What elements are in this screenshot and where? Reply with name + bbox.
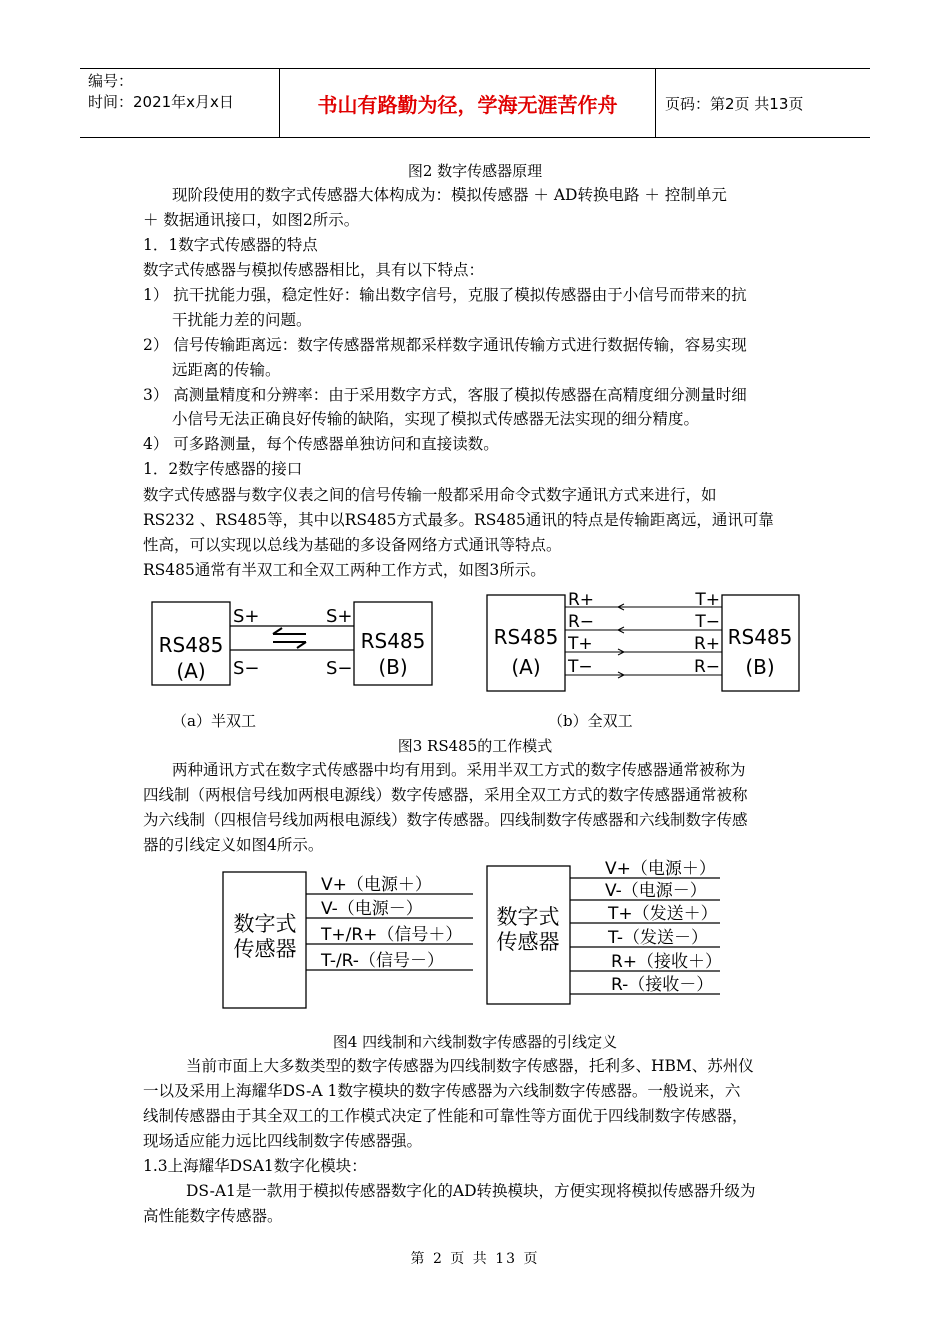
fig4-caption: 图4 四线制和六线制数字传感器的引线定义 [332,1033,618,1051]
wire-label: S+ [326,606,353,627]
fig3-sub-b: （b）全双工 [548,712,633,730]
page-footer: 第 2 页 共 13 页 [410,1251,540,1267]
fig3-diagram [140,588,820,708]
paragraph-line: 现场适应能力远比四线制数字传感器强。 [143,1132,423,1150]
paragraph-line: 现阶段使用的数字式传感器大体构成为：模拟传感器 ＋ AD转换电路 ＋ 控制单元 [172,186,727,204]
header-meta [80,69,280,137]
fig3-sub-a: （a）半双工 [172,712,256,730]
header-code: 编号： [88,72,134,90]
paragraph-line: 线制传感器由于其全双工的工作模式决定了性能和可靠性等方面优于四线制数字传感器， [143,1107,748,1125]
paragraph-line: 器的引线定义如图4所示。 [143,836,324,854]
page-header [80,68,870,138]
list-item: 1） 抗干扰能力强，稳定性好：输出数字信号，克服了模拟传感器由于小信号而带来的抗 [143,286,747,304]
wire-label: T-/R-（信号－） [321,951,444,971]
section-heading: 1．1数字式传感器的特点 [143,236,318,254]
wire-label: V+（电源＋） [605,859,716,879]
paragraph-line: 四线制（两根信号线加两根电源线）数字传感器，采用全双工方式的数字传感器通常被称 [143,786,748,804]
box-label: RS485 [727,625,793,649]
wire-label: R+ [693,634,720,654]
paragraph-line: 数字式传感器与模拟传感器相比，具有以下特点： [143,261,485,279]
wire-label: V-（电源－） [321,899,423,919]
paragraph-line: DS-A1是一款用于模拟传感器数字化的AD转换模块，方便实现将模拟传感器升级为 [186,1182,756,1200]
box-label: (A) [176,659,206,683]
fig3-caption: 图3 RS485的工作模式 [397,737,553,755]
list-item-cont: 小信号无法正确良好传输的缺陷，实现了模拟式传感器无法实现的细分精度。 [172,410,700,428]
paragraph-line: 当前市面上大多数类型的数字传感器为四线制数字传感器，托利多、HBM、苏州仪 [186,1057,754,1075]
wire-label: T− [568,657,593,677]
box-label: 数字式 [496,905,560,929]
wire-label: R-（接收－） [611,975,714,995]
header-page-info: 页码：第2页 共13页 [665,94,804,113]
wire-label: T− [695,612,720,632]
box-label: (B) [378,655,408,679]
paragraph-line: 数字式传感器与数字仪表之间的信号传输一般都采用命令式数字通讯方式来进行，如 [143,486,717,504]
paragraph-line: RS232 、RS485等，其中以RS485方式最多。RS485通讯的特点是传输距离远，通讯可靠 [143,511,774,529]
box-label: RS485 [158,633,224,657]
section-heading: 1.3上海耀华DSA1数字化模块： [143,1157,367,1175]
box-label: 传感器 [233,937,297,961]
wire-label: R− [568,612,595,632]
wire-label: T+/R+（信号＋） [321,925,463,945]
paragraph-line: RS485通常有半双工和全双工两种工作方式，如图3所示。 [143,561,546,579]
header-time: 时间：2021年x月x日 [88,93,234,111]
fig2-caption: 图2 数字传感器原理 [407,162,543,180]
wire-label: T-（发送－） [608,928,708,948]
wire-label: S− [233,658,260,679]
box-label: 数字式 [233,912,297,936]
paragraph-line: 为六线制（四根信号线加两根电源线）数字传感器。四线制数字传感器和六线制数字传感 [143,811,748,829]
bidirectional-arrow-icon [273,628,306,648]
wire-label: S− [326,658,353,679]
box-label: (A) [511,655,541,679]
paragraph-line: 两种通讯方式在数字式传感器中均有用到。采用半双工方式的数字传感器通常被称为 [172,761,746,779]
wire-label: R+ [568,590,595,610]
box-label: RS485 [360,629,426,653]
wire-label: S+ [233,606,260,627]
list-item: 4） 可多路测量，每个传感器单独访问和直接读数。 [143,435,499,453]
wire-label: T+ [568,634,593,654]
box-label: (B) [745,655,775,679]
paragraph-line: 性高，可以实现以总线为基础的多设备网络方式通讯等特点。 [143,536,562,554]
wire-label: R− [693,657,720,677]
list-item: 2） 信号传输距离远：数字传感器常规都采样数字通讯传输方式进行数据传输，容易实现 [143,336,747,354]
paragraph-line: 高性能数字传感器。 [143,1207,283,1225]
paragraph-line: ＋ 数据通讯接口，如图2所示。 [143,211,360,229]
section-heading: 1．2数字传感器的接口 [143,460,303,478]
wire-label: R+（接收＋） [611,952,723,972]
box-label: RS485 [493,625,559,649]
wire-label: T+（发送＋） [608,904,718,924]
box-label: 传感器 [496,930,560,954]
list-item-cont: 干扰能力差的问题。 [172,311,312,329]
list-item-cont: 远距离的传输。 [172,361,281,379]
wire-label: T+ [695,590,720,610]
header-motto: 书山有路勤为径，学海无涯苦作舟 [280,69,656,137]
fig4-diagram [215,856,735,1016]
paragraph-line: 一以及采用上海耀华DS-A 1数字模块的数字传感器为六线制数字传感器。一般说来，六 [143,1082,741,1100]
wire-label: V+（电源＋） [321,875,432,895]
wire-label: V-（电源－） [605,881,707,901]
list-item: 3） 高测量精度和分辨率：由于采用数字方式，客服了模拟传感器在高精度细分测量时细 [143,386,747,404]
